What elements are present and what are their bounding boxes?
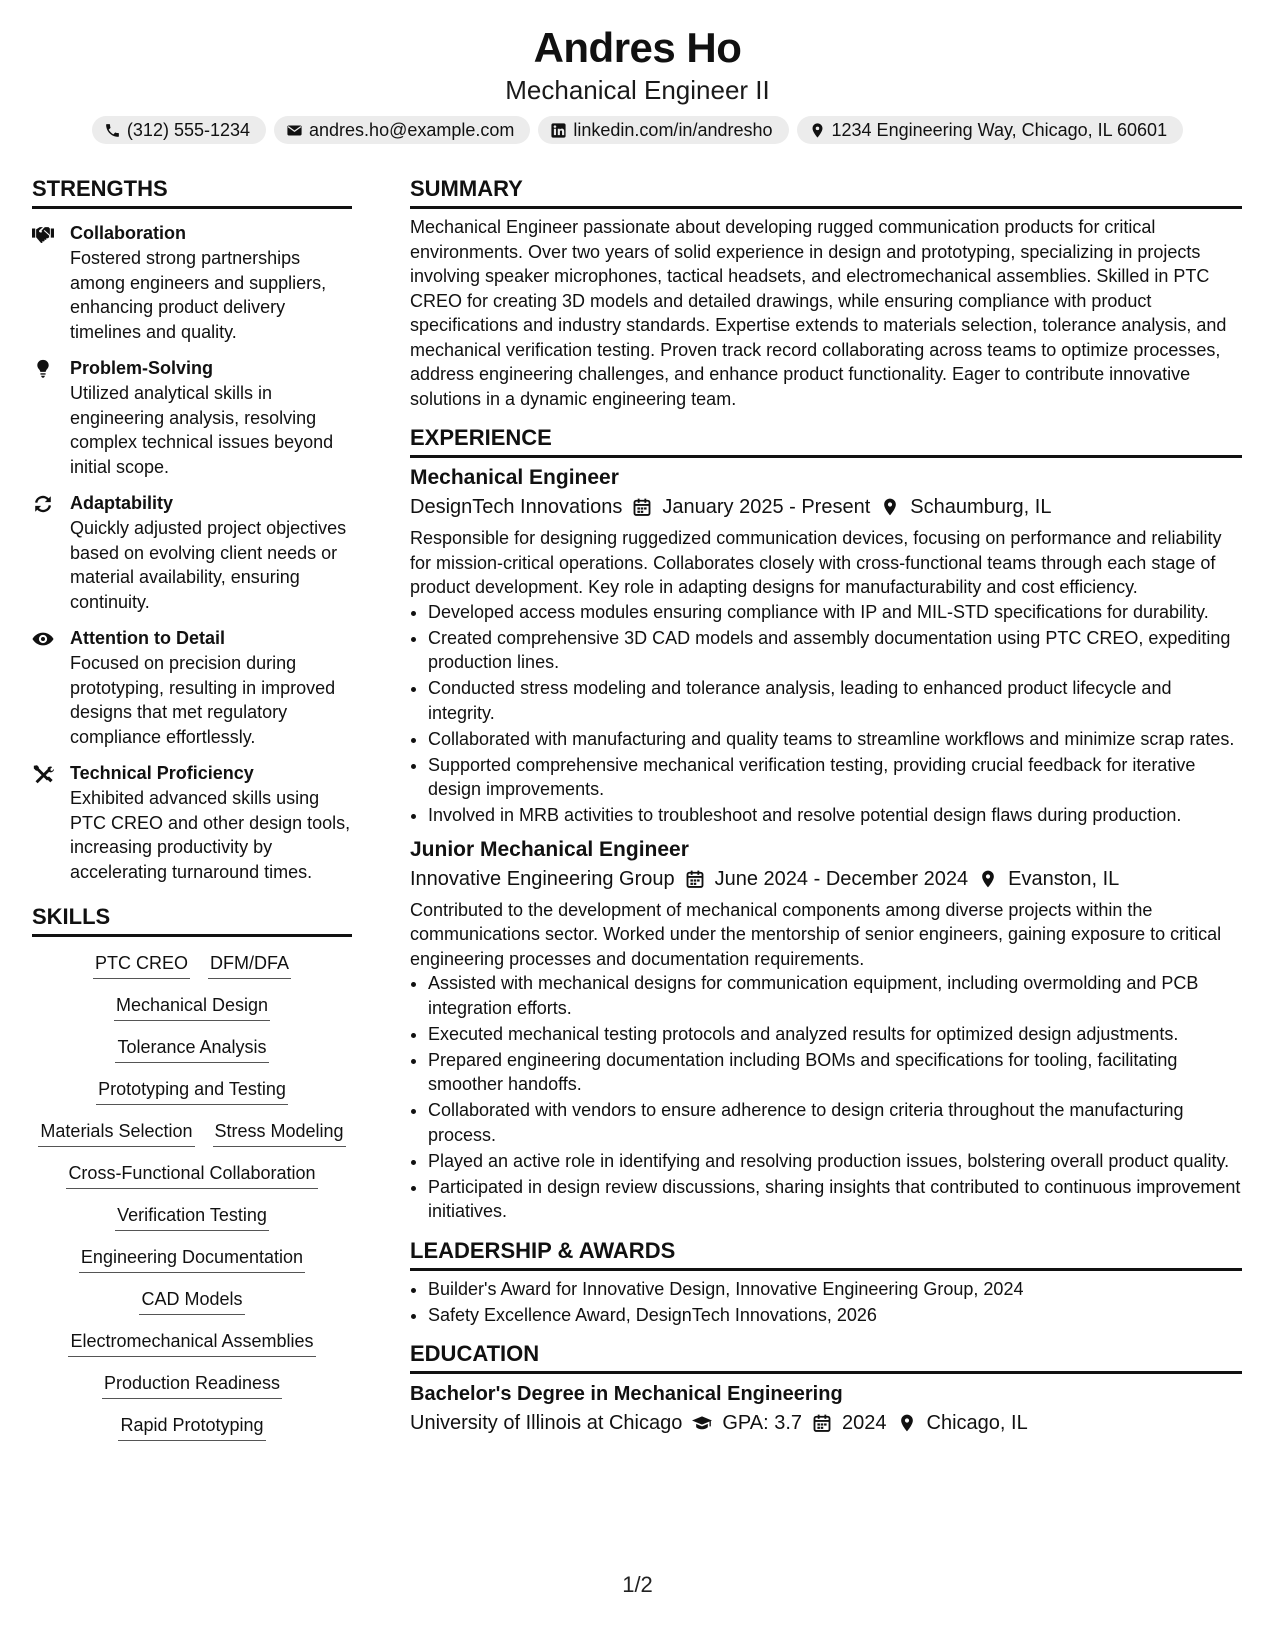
job-bullets (410, 971, 1242, 1224)
contact-email[interactable] (274, 116, 530, 144)
page-number: 1/2 (622, 1572, 653, 1597)
skill-tag: Engineering Documentation (79, 1245, 305, 1273)
award-item: • Safety Excellence Award, DesignTech Innovations, 2026 (428, 1303, 1242, 1328)
contact-linkedin[interactable] (538, 116, 788, 144)
lightbulb-icon (32, 359, 54, 379)
map-pin-icon (880, 497, 900, 517)
job-bullet: • Collaborated with manufacturing and quality teams to streamline workflows and minimize scrap rates. (428, 727, 1242, 752)
graduation-cap-icon (692, 1413, 712, 1433)
skill-tag: DFM/DFA (208, 951, 291, 979)
job-meta (410, 492, 1242, 522)
school-location: Chicago, IL (926, 1412, 1028, 1434)
job-dates: January 2025 - Present (662, 496, 871, 518)
experience-section (410, 423, 1242, 1224)
strength-title: Collaboration (70, 223, 186, 243)
leadership-section (410, 1236, 1242, 1328)
contact-email-text: andres.ho@example.com (309, 120, 515, 140)
job-bullet: • Conducted stress modeling and tolerance analysis, leading to enhanced product lifecycle and integrity. (428, 676, 1242, 725)
strength-item (32, 626, 352, 749)
education-heading: EDUCATION (410, 1339, 1242, 1374)
degree-title: Bachelor's Degree in Mechanical Engineering (410, 1383, 843, 1405)
eye-icon (32, 629, 54, 649)
calendar-icon (685, 869, 705, 889)
strength-item (32, 491, 352, 614)
job-bullet: • Developed access modules ensuring compliance with IP and MIL-STD specifications for durability. (428, 600, 1242, 625)
strengths-list (32, 221, 352, 884)
skill-tag: CAD Models (139, 1287, 244, 1315)
experience-heading: EXPERIENCE (410, 423, 1242, 458)
skills-list (32, 937, 352, 1441)
sync-icon (32, 494, 54, 514)
job-meta (410, 864, 1242, 894)
linkedin-icon (550, 122, 567, 139)
summary-heading: SUMMARY (410, 174, 1242, 209)
job-role: Junior Mechanical Engineer (410, 837, 689, 861)
job-description: Responsible for designing ruggedized communication devices, focusing on performance and reliability for mission-critical operations. Collaborates closely with cross-functional teams through each stage of product development. Key role in adapting designs for manufacturability and cost efficiency. (410, 528, 1222, 597)
strength-title: Technical Proficiency (70, 763, 254, 783)
skill-tag: Rapid Prototyping (118, 1413, 265, 1441)
strength-desc: Utilized analytical skills in engineering analysis, resolving complex technical issues beyond initial scope. (70, 383, 334, 477)
map-pin-icon (809, 122, 826, 139)
job-entry (410, 464, 1242, 828)
candidate-title: Mechanical Engineer II (505, 75, 770, 105)
contact-bar (0, 116, 1275, 144)
contact-phone-text: (312) 555-1234 (126, 120, 251, 140)
education-meta (410, 1408, 1242, 1438)
skill-tag: Stress Modeling (213, 1119, 346, 1147)
skill-tag: Production Readiness (102, 1371, 282, 1399)
job-bullet: • Created comprehensive 3D CAD models and assembly documentation using PTC CREO, expediting production lines. (428, 626, 1242, 675)
job-entry (410, 836, 1242, 1224)
strength-desc: Fostered strong partnerships among engineers and suppliers, enhancing product delivery timelines and quality. (70, 248, 327, 342)
candidate-name: Andres Ho (533, 24, 742, 71)
contact-address[interactable] (797, 116, 1184, 144)
skill-tag: Verification Testing (115, 1203, 269, 1231)
leadership-heading: LEADERSHIP & AWARDS (410, 1236, 1242, 1271)
job-location: Evanston, IL (1008, 867, 1120, 890)
job-role: Mechanical Engineer (410, 466, 619, 489)
job-company: DesignTech Innovations (410, 496, 623, 518)
skill-tag: Tolerance Analysis (115, 1035, 268, 1063)
calendar-icon (812, 1413, 832, 1433)
skill-tag: Materials Selection (38, 1119, 194, 1147)
job-bullet: • Supported comprehensive mechanical verification testing, providing crucial feedback for iterative design improvements. (428, 753, 1242, 802)
calendar-icon (632, 497, 652, 517)
left-column (32, 174, 352, 1441)
skill-tag: Prototyping and Testing (96, 1077, 288, 1105)
job-description: Contributed to the development of mechanical components among diverse projects within the communications sector. Worked under the mentorship of senior engineers, gaining exposure to critical engineering processes and documentation requirements. (410, 899, 1222, 969)
contact-phone[interactable] (92, 116, 266, 144)
job-bullet: • Prepared engineering documentation including BOMs and specifications for tooling, facilitating smoother handoffs. (428, 1048, 1242, 1097)
map-pin-icon (897, 1413, 917, 1433)
tools-icon (32, 764, 54, 784)
summary-section (410, 174, 1242, 411)
awards-list (410, 1277, 1242, 1328)
job-dates: June 2024 - December 2024 (714, 867, 969, 890)
strength-title: Problem-Solving (70, 358, 214, 378)
envelope-icon (286, 122, 303, 139)
map-pin-icon (978, 869, 998, 889)
job-company: Innovative Engineering Group (410, 867, 675, 890)
graduation-year: 2024 (842, 1412, 887, 1434)
strength-desc: Exhibited advanced skills using PTC CREO and other design tools, increasing productivity by accelerating turnaround times. (70, 788, 351, 882)
skills-heading: SKILLS (32, 902, 352, 937)
strength-title: Attention to Detail (70, 628, 225, 648)
job-bullets (410, 600, 1242, 828)
job-bullet: • Involved in MRB activities to troubleshoot and resolve potential design flaws during production. (428, 803, 1242, 828)
education-section (410, 1339, 1242, 1438)
phone-icon (104, 122, 121, 139)
strength-item (32, 356, 352, 479)
contact-linkedin-text: linkedin.com/in/andresho (573, 120, 773, 140)
skill-tag: PTC CREO (93, 951, 190, 979)
gpa: GPA: 3.7 (722, 1412, 803, 1434)
handshake-icon (32, 224, 54, 244)
contact-address-text: 1234 Engineering Way, Chicago, IL 60601 (831, 120, 1168, 140)
strength-item (32, 221, 352, 344)
strengths-heading: STRENGTHS (32, 174, 352, 209)
school-name: University of Illinois at Chicago (410, 1412, 683, 1434)
job-bullet: • Participated in design review discussions, sharing insights that contributed to continuous improvement initiatives. (428, 1175, 1242, 1224)
strength-desc: Quickly adjusted project objectives based on evolving client needs or material availability, ensuring continuity. (70, 518, 347, 612)
job-location: Schaumburg, IL (910, 496, 1052, 518)
job-bullet: • Collaborated with vendors to ensure adherence to design criteria throughout the manufacturing process. (428, 1098, 1242, 1147)
strength-desc: Focused on precision during prototyping, resulting in improved designs that met regulatory compliance effortlessly. (70, 653, 336, 747)
job-bullet: • Assisted with mechanical designs for communication equipment, including overmolding and PCB integration efforts. (428, 971, 1242, 1020)
strength-title: Adaptability (70, 493, 174, 513)
strength-item (32, 761, 352, 884)
job-bullet: • Played an active role in identifying and resolving production issues, bolstering overall product quality. (428, 1149, 1242, 1174)
skill-tag: Electromechanical Assemblies (68, 1329, 315, 1357)
award-item: • Builder's Award for Innovative Design, Innovative Engineering Group, 2024 (428, 1277, 1242, 1302)
summary-text: Mechanical Engineer passionate about developing rugged communication products for critical environments. Over two years of solid experience in design and prototyping, specializing in projects involving speaker microphones, tactical headsets, and electromechanical assemblies. Skilled in PTC CREO for creating 3D models and detailed drawings, while ensuring compliance with product specifications and industry standards. Expertise extends to materials selection, tolerance analysis, and mechanical verification testing. Proven track record collaborating across teams to optimize processes, address engineering challenges, and enhance product functionality. Eager to contribute innovative solutions in a dynamic engineering team. (410, 217, 1227, 409)
skill-tag: Cross-Functional Collaboration (66, 1161, 317, 1189)
job-bullet: • Executed mechanical testing protocols and analyzed results for optimized design adjustments. (428, 1022, 1242, 1047)
skill-tag: Mechanical Design (114, 993, 270, 1021)
resume-header (0, 22, 1275, 144)
right-column (410, 174, 1242, 1450)
